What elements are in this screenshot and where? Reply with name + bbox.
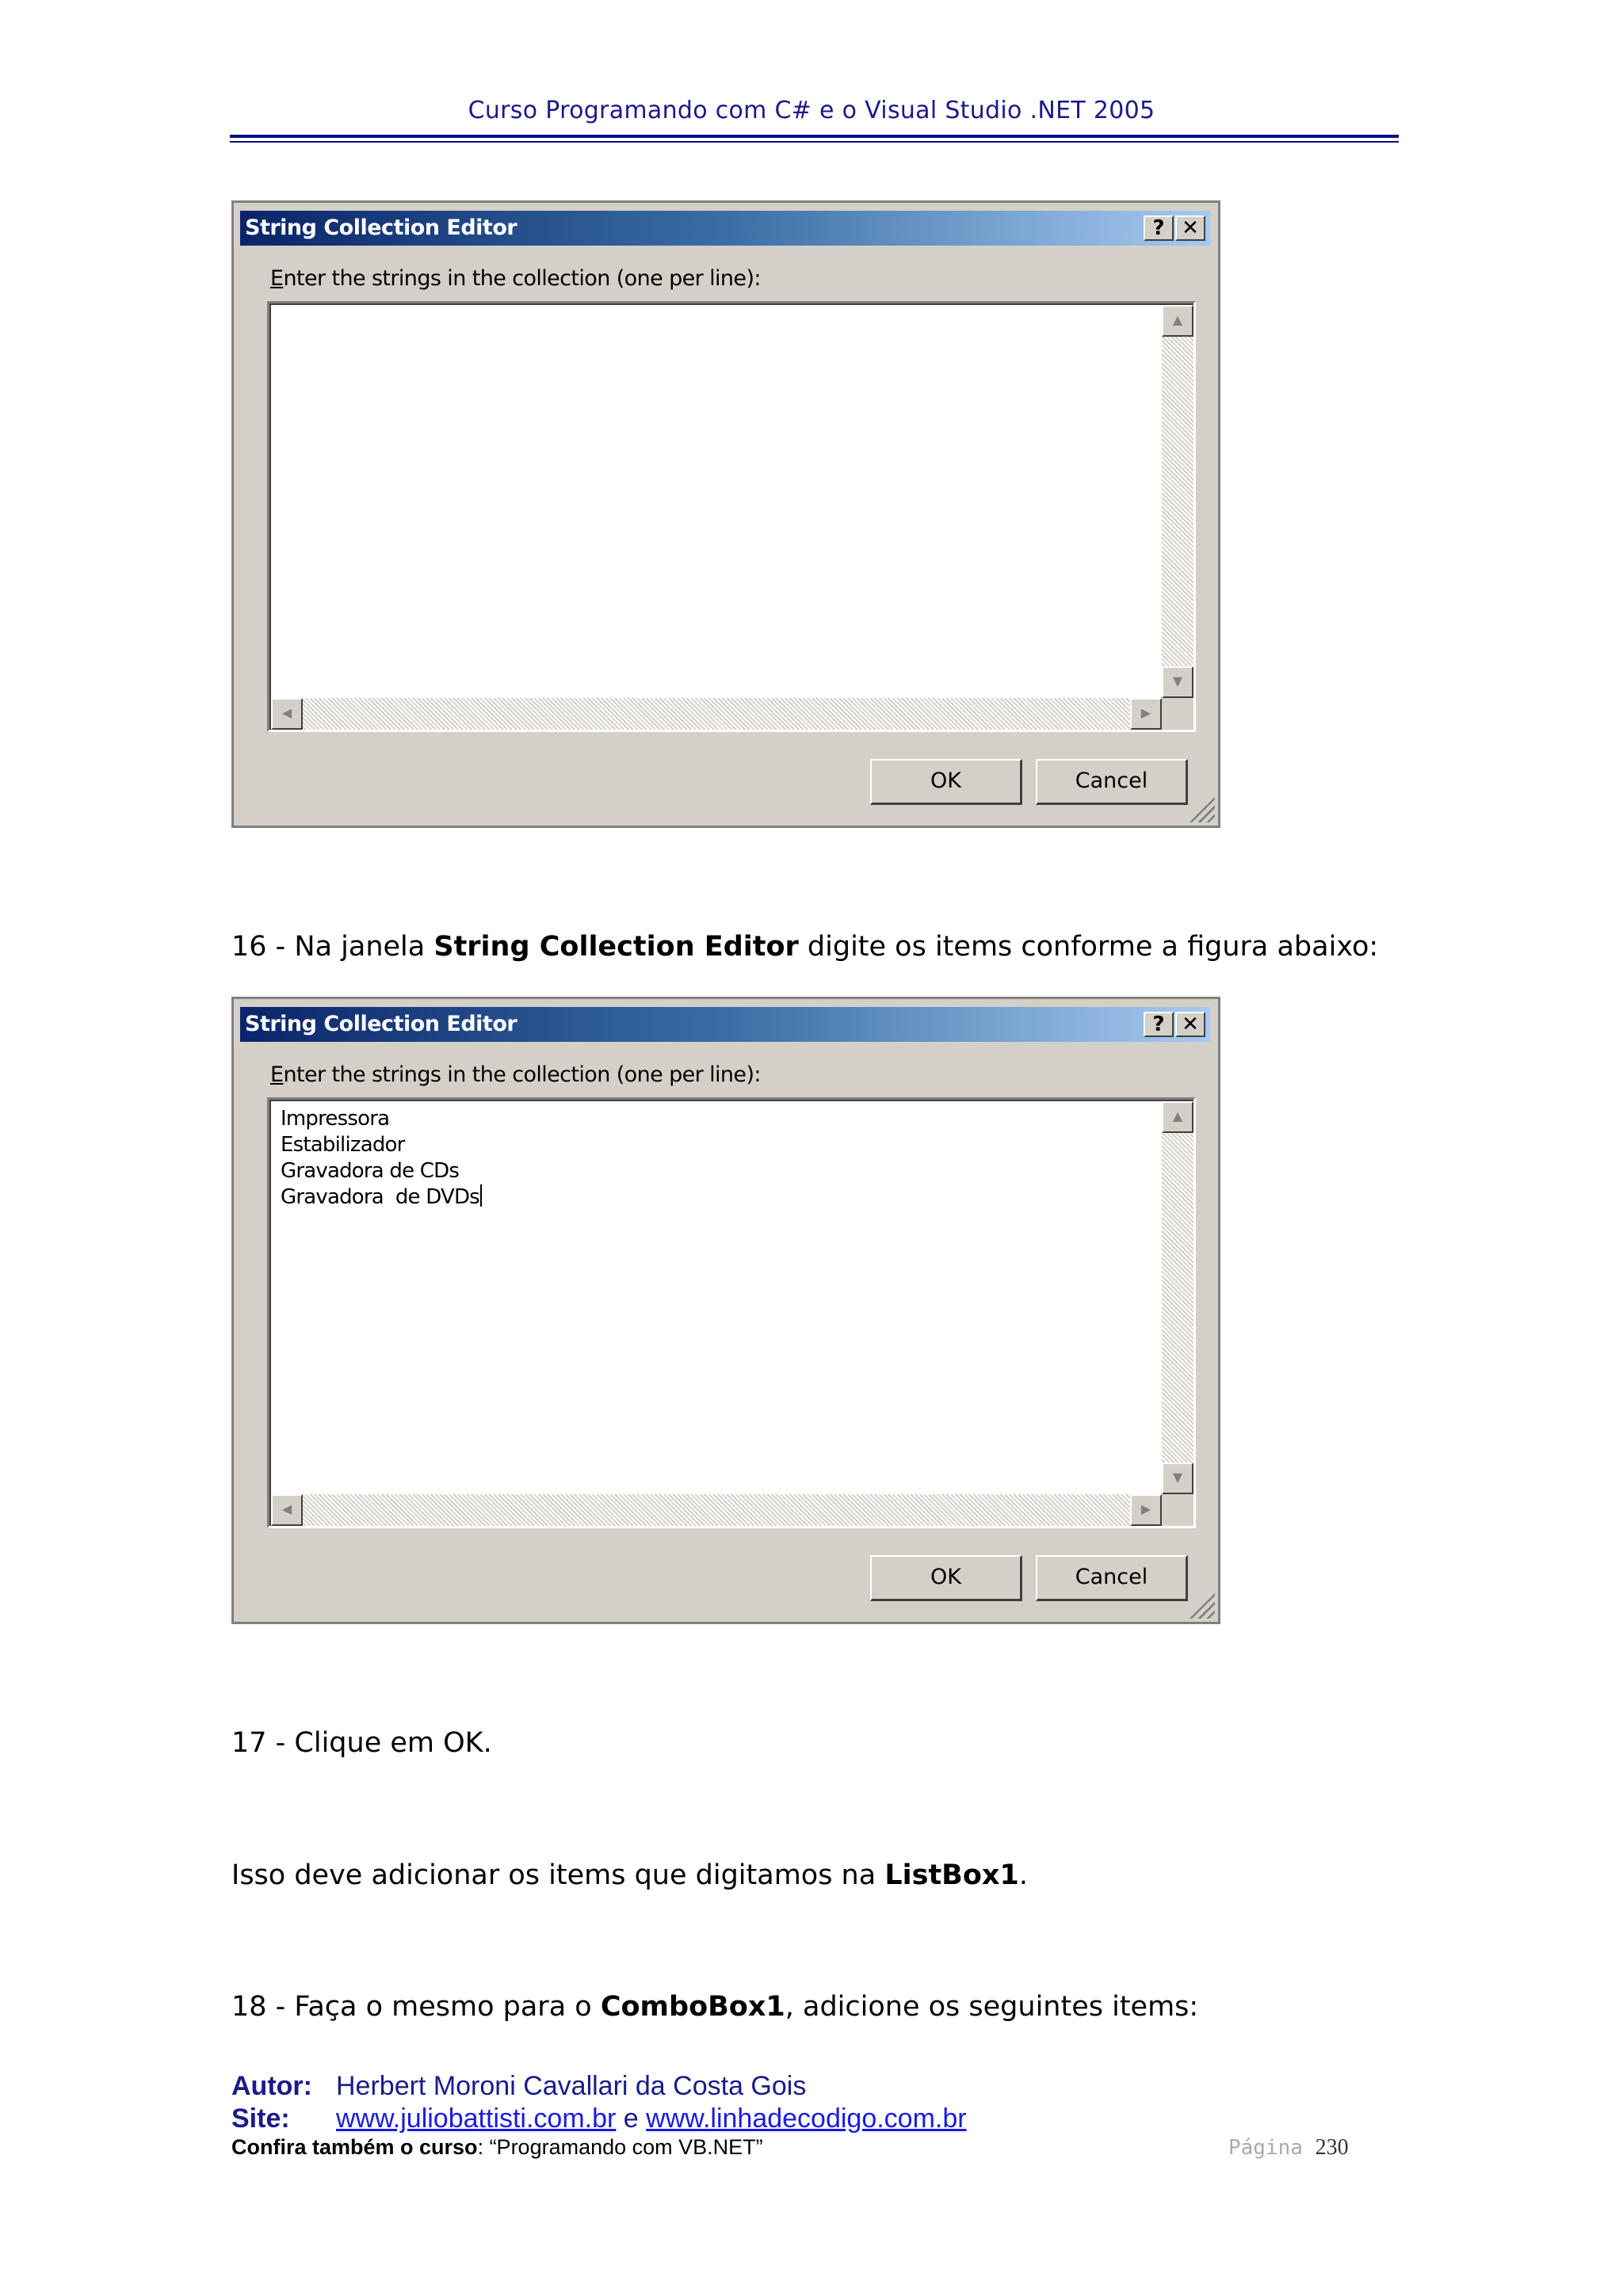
scroll-up-arrow-icon[interactable]: ▲ (1162, 1101, 1193, 1133)
step-16-suffix: digite os items conforme a figura abaixo: (798, 931, 1379, 963)
strings-prompt-label (270, 266, 761, 291)
accelerator-key: E (270, 266, 284, 291)
string-line: Gravadora de DVDs (281, 1185, 479, 1209)
horizontal-scrollbar[interactable] (271, 698, 1162, 730)
footer-page-indicator (1228, 2135, 1349, 2161)
string-line: Gravadora de CDs (281, 1159, 460, 1183)
footer-course-note (231, 2135, 763, 2160)
prompt-text: nter the strings in the collection (one per line): (283, 1062, 761, 1087)
note-bold: ListBox1 (884, 1859, 1019, 1891)
ok-button[interactable]: OK (870, 759, 1022, 805)
footer-note-bold: Confira também o curso (231, 2135, 478, 2159)
note-prefix: Isso deve adicionar os items que digitamos na (231, 1859, 885, 1891)
document-header-title: Curso Programando com C# e o Visual Studio .NET 2005 (468, 97, 1155, 124)
prompt-text: nter the strings in the collection (one per line): (283, 266, 761, 291)
vertical-scrollbar[interactable] (1162, 1101, 1193, 1494)
string-line: Impressora (281, 1107, 390, 1131)
scroll-right-arrow-icon[interactable]: ▶ (1130, 698, 1162, 730)
header-rule (230, 135, 1399, 138)
step-18-bold: ComboBox1 (600, 1991, 785, 2023)
scroll-right-arrow-icon[interactable]: ▶ (1130, 1494, 1162, 1526)
cancel-button[interactable]: Cancel (1036, 1555, 1188, 1601)
text-caret (480, 1184, 482, 1207)
step-18-paragraph (231, 1991, 1198, 2023)
scroll-down-arrow-icon[interactable]: ▼ (1162, 1463, 1193, 1494)
step-18-prefix: 18 - Faça o mesmo para o (231, 1991, 601, 2023)
dialog-titlebar[interactable] (240, 1007, 1210, 1042)
string-line: Estabilizador (281, 1133, 405, 1157)
footer-author-row (231, 2071, 312, 2102)
strings-textarea[interactable] (267, 1097, 1196, 1528)
page-label: Página (1228, 2136, 1303, 2160)
scrollbar-corner (1162, 698, 1193, 730)
footer-site-links (336, 2103, 967, 2134)
strings-content (281, 1106, 482, 1211)
horizontal-scrollbar[interactable] (271, 1494, 1162, 1526)
footer-note-rest: : “Programando com VB.NET” (477, 2135, 763, 2159)
page-number: 230 (1315, 2135, 1349, 2160)
scroll-up-arrow-icon[interactable]: ▲ (1162, 305, 1193, 337)
step-17-paragraph: 17 - Clique em OK. (231, 1727, 492, 1759)
strings-prompt-label (270, 1062, 761, 1087)
footer-site-label: Site: (231, 2103, 290, 2134)
dialog-title: String Collection Editor (245, 215, 517, 240)
scrollbar-corner (1162, 1494, 1193, 1526)
header-rule-thin (230, 141, 1399, 143)
step-18-suffix: , adicione os seguintes items: (785, 1991, 1199, 2023)
step-16-prefix: 16 - Na janela (231, 931, 434, 963)
cancel-button[interactable]: Cancel (1036, 759, 1188, 805)
strings-textarea[interactable] (267, 301, 1196, 732)
note-suffix: . (1018, 1859, 1028, 1891)
scroll-down-arrow-icon[interactable]: ▼ (1162, 666, 1193, 698)
footer-author-label: Autor: (231, 2071, 312, 2101)
listbox-note-paragraph (231, 1859, 1028, 1891)
resize-grip-icon[interactable] (1186, 1590, 1215, 1619)
close-button[interactable]: ✕ (1175, 1012, 1205, 1037)
resize-grip-icon[interactable] (1186, 794, 1215, 822)
help-button[interactable]: ? (1144, 1012, 1174, 1037)
accelerator-key: E (270, 1062, 284, 1087)
step-16-paragraph (231, 931, 1378, 963)
close-button[interactable]: ✕ (1175, 215, 1205, 241)
footer-link-juliobattisti[interactable]: www.juliobattisti.com.br (336, 2103, 617, 2134)
scroll-left-arrow-icon[interactable]: ◀ (271, 1494, 303, 1526)
step-16-bold: String Collection Editor (433, 931, 799, 963)
footer-author-value-wrap (336, 2071, 806, 2102)
help-button[interactable]: ? (1144, 215, 1174, 241)
scroll-left-arrow-icon[interactable]: ◀ (271, 698, 303, 730)
footer-site-row (231, 2103, 290, 2134)
footer-site-separator: e (616, 2103, 647, 2134)
footer-author-value: Herbert Moroni Cavallari da Costa Gois (336, 2071, 807, 2101)
footer-link-linhadecodigo[interactable]: www.linhadecodigo.com.br (646, 2103, 967, 2134)
ok-button[interactable]: OK (870, 1555, 1022, 1601)
string-collection-editor-dialog-empty (231, 200, 1220, 828)
vertical-scrollbar[interactable] (1162, 305, 1193, 698)
dialog-title: String Collection Editor (245, 1012, 517, 1036)
dialog-titlebar[interactable] (240, 211, 1210, 246)
string-collection-editor-dialog-filled (231, 997, 1220, 1624)
string-line-with-caret (281, 1184, 482, 1211)
